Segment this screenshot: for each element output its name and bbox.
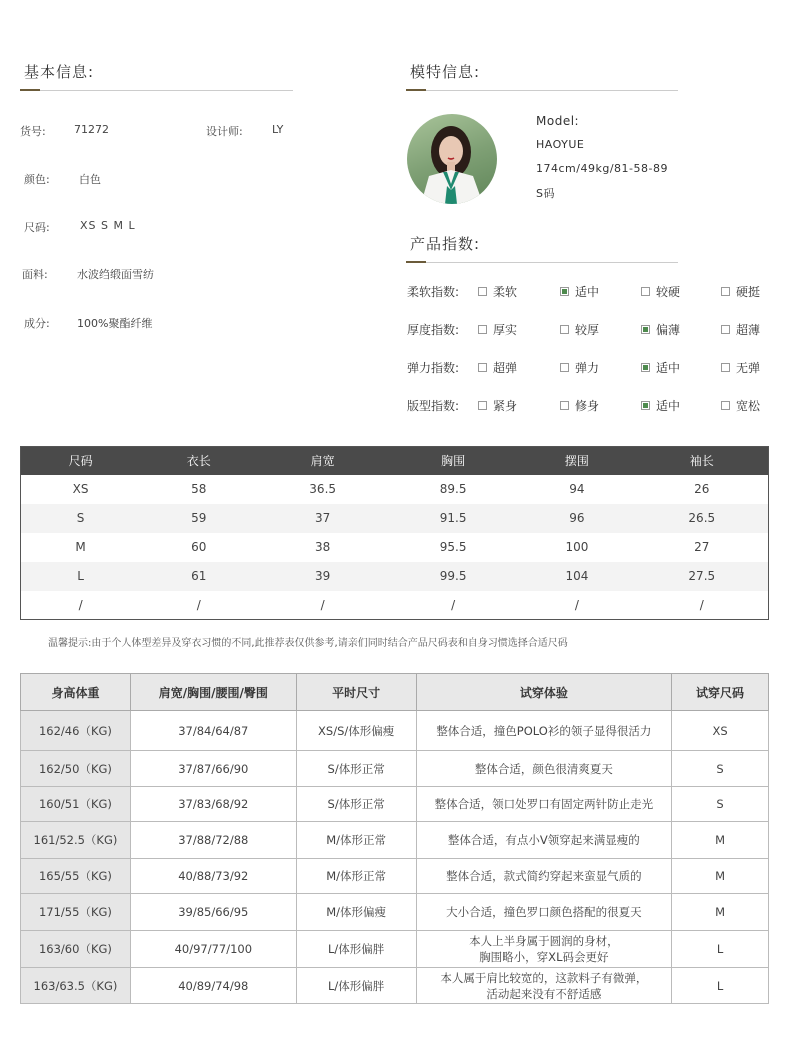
- size-chart-table: [20, 446, 769, 620]
- checkbox-icon[interactable]: [478, 401, 487, 410]
- try-on-cell: 大小合适，撞色罗口颜色搭配的很夏天: [416, 894, 672, 931]
- try-on-cell: 37/83/68/92: [130, 787, 296, 822]
- index-option[interactable]: [721, 359, 760, 376]
- basic-info-title: 基本信息:: [24, 63, 95, 81]
- checkbox-icon[interactable]: [478, 287, 487, 296]
- model-info-title: 模特信息:: [410, 63, 481, 81]
- try-on-header-cell: 肩宽/胸围/腰围/臀围: [130, 674, 296, 711]
- index-option[interactable]: [478, 283, 517, 300]
- try-on-cell: 163/63.5（KG): [21, 968, 131, 1004]
- size-cell: /: [451, 597, 456, 612]
- checkbox-icon[interactable]: [721, 401, 730, 410]
- model-name: HAOYUE: [536, 138, 585, 151]
- try-on-cell: S: [672, 751, 769, 787]
- index-option-label: 偏薄: [656, 323, 681, 337]
- index-row-label: 厚度指数:: [407, 323, 460, 337]
- index-option[interactable]: [641, 321, 680, 338]
- index-option[interactable]: [721, 283, 760, 300]
- table-row: [21, 562, 769, 591]
- try-on-cell: L/体形偏胖: [296, 931, 416, 968]
- index-row-label: 柔软指数:: [407, 285, 460, 299]
- model-stats: 174cm/49kg/81-58-89: [536, 162, 668, 175]
- try-on-cell: XS: [672, 711, 769, 751]
- checkbox-icon[interactable]: [478, 363, 487, 372]
- try-on-cell: 37/88/72/88: [130, 822, 296, 859]
- index-option[interactable]: [560, 321, 599, 338]
- size-header-cell: 衣长: [140, 447, 257, 475]
- try-on-cell: 整体合适，有点小V领穿起来满显瘦的: [416, 822, 672, 859]
- try-on-cell: 40/89/74/98: [130, 968, 296, 1004]
- index-option-label: 较硬: [656, 285, 681, 299]
- try-on-cell: 37/87/66/90: [130, 751, 296, 787]
- index-option[interactable]: [478, 359, 517, 376]
- fabric-value: 水波绉缎面雪纺: [77, 268, 154, 281]
- try-on-cell: L: [672, 931, 769, 968]
- size-cell: 27: [694, 540, 710, 554]
- item-no-label: 货号:: [20, 125, 46, 138]
- try-on-cell: M: [672, 859, 769, 894]
- table-row: [21, 591, 769, 620]
- try-on-cell: 40/88/73/92: [130, 859, 296, 894]
- model-info-rule: [406, 90, 678, 91]
- size-cell: 95.5: [439, 540, 467, 554]
- checkbox-checked-icon[interactable]: [641, 363, 650, 372]
- try-on-cell: 162/50（KG): [21, 751, 131, 787]
- try-on-cell: M/体形正常: [296, 822, 416, 859]
- checkbox-icon[interactable]: [560, 363, 569, 372]
- checkbox-icon[interactable]: [721, 287, 730, 296]
- size-cell: 38: [315, 540, 331, 554]
- size-cell: /: [699, 597, 704, 612]
- index-option-label: 适中: [575, 285, 600, 299]
- try-on-cell: L: [672, 968, 769, 1004]
- table-row: [21, 533, 769, 562]
- checkbox-icon[interactable]: [478, 325, 487, 334]
- size-header-cell: 肩宽: [257, 447, 387, 475]
- try-on-cell: 162/46（KG): [21, 711, 131, 751]
- size-cell: 91.5: [388, 504, 518, 533]
- try-on-cell: 整体合适，领口处罗口有固定两针防止走光: [416, 787, 672, 822]
- checkbox-icon[interactable]: [721, 363, 730, 372]
- product-index-accent: [406, 261, 426, 263]
- try-on-cell: M: [672, 822, 769, 859]
- index-option-label: 超弹: [493, 361, 518, 375]
- index-option-label: 弹力: [575, 361, 600, 375]
- product-index-title: 产品指数:: [410, 235, 481, 253]
- try-on-cell: 163/60（KG): [21, 931, 131, 968]
- size-cell: M: [75, 540, 86, 554]
- index-row-label: 版型指数:: [407, 399, 460, 413]
- composition-label: 成分:: [24, 317, 50, 330]
- checkbox-checked-icon[interactable]: [641, 325, 650, 334]
- try-on-cell: M/体形正常: [296, 859, 416, 894]
- index-option-label: 适中: [656, 399, 681, 413]
- size-cell: L: [21, 562, 141, 591]
- try-on-cell: 37/84/64/87: [130, 711, 296, 751]
- table-row: [21, 894, 769, 931]
- try-on-cell: 161/52.5（KG): [21, 822, 131, 859]
- index-option-label: 无弹: [736, 361, 761, 375]
- index-option[interactable]: [560, 397, 599, 414]
- table-row: [21, 931, 769, 968]
- try-on-header-cell: 平时尺寸: [296, 674, 416, 711]
- try-on-cell: XS/S/体形偏瘦: [296, 711, 416, 751]
- try-on-table: [20, 673, 769, 1004]
- try-on-cell: 整体合适，款式简约穿起来蛮显气质的: [416, 859, 672, 894]
- try-on-cell: 本人属于肩比较宽的，这款料子有微弹， 活动起来没有不舒适感: [416, 968, 672, 1004]
- size-cell: /: [196, 597, 201, 612]
- size-cell: S: [21, 504, 141, 533]
- size-cell: 94: [569, 482, 585, 496]
- table-row: [21, 751, 769, 787]
- try-on-cell: S: [672, 787, 769, 822]
- index-option-label: 厚实: [493, 323, 518, 337]
- size-cell: 58: [191, 482, 207, 496]
- index-option-label: 宽松: [736, 399, 761, 413]
- checkbox-checked-icon[interactable]: [641, 401, 650, 410]
- size-label: 尺码:: [24, 221, 50, 234]
- try-on-cell: 整体合适，颜色很清爽夏天: [416, 751, 672, 787]
- index-option-label: 修身: [575, 399, 600, 413]
- index-option[interactable]: [721, 321, 760, 338]
- index-option-label: 硬挺: [736, 285, 761, 299]
- size-cell: 37: [257, 504, 387, 533]
- index-row-label: 弹力指数:: [407, 361, 460, 375]
- index-option[interactable]: [560, 283, 599, 300]
- try-on-cell: 39/85/66/95: [130, 894, 296, 931]
- index-option-label: 较厚: [575, 323, 600, 337]
- checkbox-icon[interactable]: [641, 287, 650, 296]
- designer-label: 设计师:: [206, 125, 243, 138]
- index-option[interactable]: [478, 397, 517, 414]
- size-cell: XS: [72, 482, 89, 496]
- checkbox-icon[interactable]: [560, 401, 569, 410]
- designer-value: LY: [272, 123, 284, 136]
- size-cell: 61: [140, 562, 257, 591]
- size-cell: 26.5: [636, 504, 769, 533]
- index-option[interactable]: [641, 359, 680, 376]
- index-option[interactable]: [560, 359, 599, 376]
- size-cell: 59: [140, 504, 257, 533]
- try-on-cell: 整体合适，撞色POLO衫的领子显得很活力: [416, 711, 672, 751]
- table-row: [21, 475, 769, 504]
- model-info-accent: [406, 89, 426, 91]
- checkbox-icon[interactable]: [560, 325, 569, 334]
- size-cell: /: [320, 597, 325, 612]
- color-value: 白色: [79, 173, 101, 186]
- size-cell: 26: [694, 482, 710, 496]
- index-option-label: 适中: [656, 361, 681, 375]
- size-chart-header: [21, 447, 769, 475]
- composition-value: 100%聚酯纤维: [77, 317, 153, 330]
- size-cell: 39: [257, 562, 387, 591]
- try-on-cell: S/体形正常: [296, 751, 416, 787]
- index-option-label: 紧身: [493, 399, 518, 413]
- size-header-cell: 袖长: [636, 447, 769, 475]
- index-option[interactable]: [641, 283, 680, 300]
- model-avatar: [407, 114, 497, 204]
- size-cell: 104: [518, 562, 635, 591]
- product-index-rule: [406, 262, 678, 263]
- try-on-header-cell: 试穿体验: [416, 674, 672, 711]
- try-on-cell: M: [672, 894, 769, 931]
- try-on-cell: S/体形正常: [296, 787, 416, 822]
- try-on-cell: 171/55（KG): [21, 894, 131, 931]
- try-on-cell: L/体形偏胖: [296, 968, 416, 1004]
- table-row: [21, 787, 769, 822]
- size-cell: /: [574, 597, 579, 612]
- index-option[interactable]: [721, 397, 760, 414]
- model-label: Model:: [536, 114, 580, 128]
- color-label: 颜色:: [24, 173, 50, 186]
- size-cell: 36.5: [309, 482, 337, 496]
- size-cell: 100: [565, 540, 589, 554]
- try-on-header: [21, 674, 769, 711]
- index-option-label: 超薄: [736, 323, 761, 337]
- size-cell: 60: [191, 540, 207, 554]
- size-header-cell: 胸围: [388, 447, 518, 475]
- fabric-label: 面料:: [22, 268, 48, 281]
- table-row: [21, 822, 769, 859]
- table-row: [21, 711, 769, 751]
- size-cell: 27.5: [636, 562, 769, 591]
- try-on-cell: 160/51（KG): [21, 787, 131, 822]
- index-option[interactable]: [478, 321, 517, 338]
- try-on-cell: 165/55（KG): [21, 859, 131, 894]
- try-on-header-cell: 身高体重: [21, 674, 131, 711]
- size-header-cell: 尺码: [21, 447, 141, 475]
- table-row: [21, 859, 769, 894]
- size-cell: 99.5: [388, 562, 518, 591]
- model-size: S码: [536, 187, 555, 200]
- basic-info-accent: [20, 89, 40, 91]
- size-cell: 96: [518, 504, 635, 533]
- table-row: [21, 504, 769, 533]
- sizes-value: XS S M L: [80, 219, 136, 232]
- index-option[interactable]: [641, 397, 680, 414]
- checkbox-checked-icon[interactable]: [560, 287, 569, 296]
- table-row: [21, 968, 769, 1004]
- size-cell: 89.5: [439, 482, 467, 496]
- item-no-value: 71272: [74, 123, 109, 136]
- size-tip: 温馨提示:由于个人体型差异及穿衣习惯的不同,此推荐表仅供参考,请亲们同时结合产品尺码表和自身习惯选择合适尺码: [48, 638, 568, 649]
- size-cell: /: [78, 597, 83, 612]
- index-option-label: 柔软: [493, 285, 518, 299]
- try-on-cell: 40/97/77/100: [130, 931, 296, 968]
- try-on-header-cell: 试穿尺码: [672, 674, 769, 711]
- try-on-cell: M/体形偏瘦: [296, 894, 416, 931]
- basic-info-rule: [20, 90, 293, 91]
- checkbox-icon[interactable]: [721, 325, 730, 334]
- size-header-cell: 摆围: [518, 447, 635, 475]
- try-on-cell: 本人上半身属于圆润的身材， 胸围略小，穿XL码会更好: [416, 931, 672, 968]
